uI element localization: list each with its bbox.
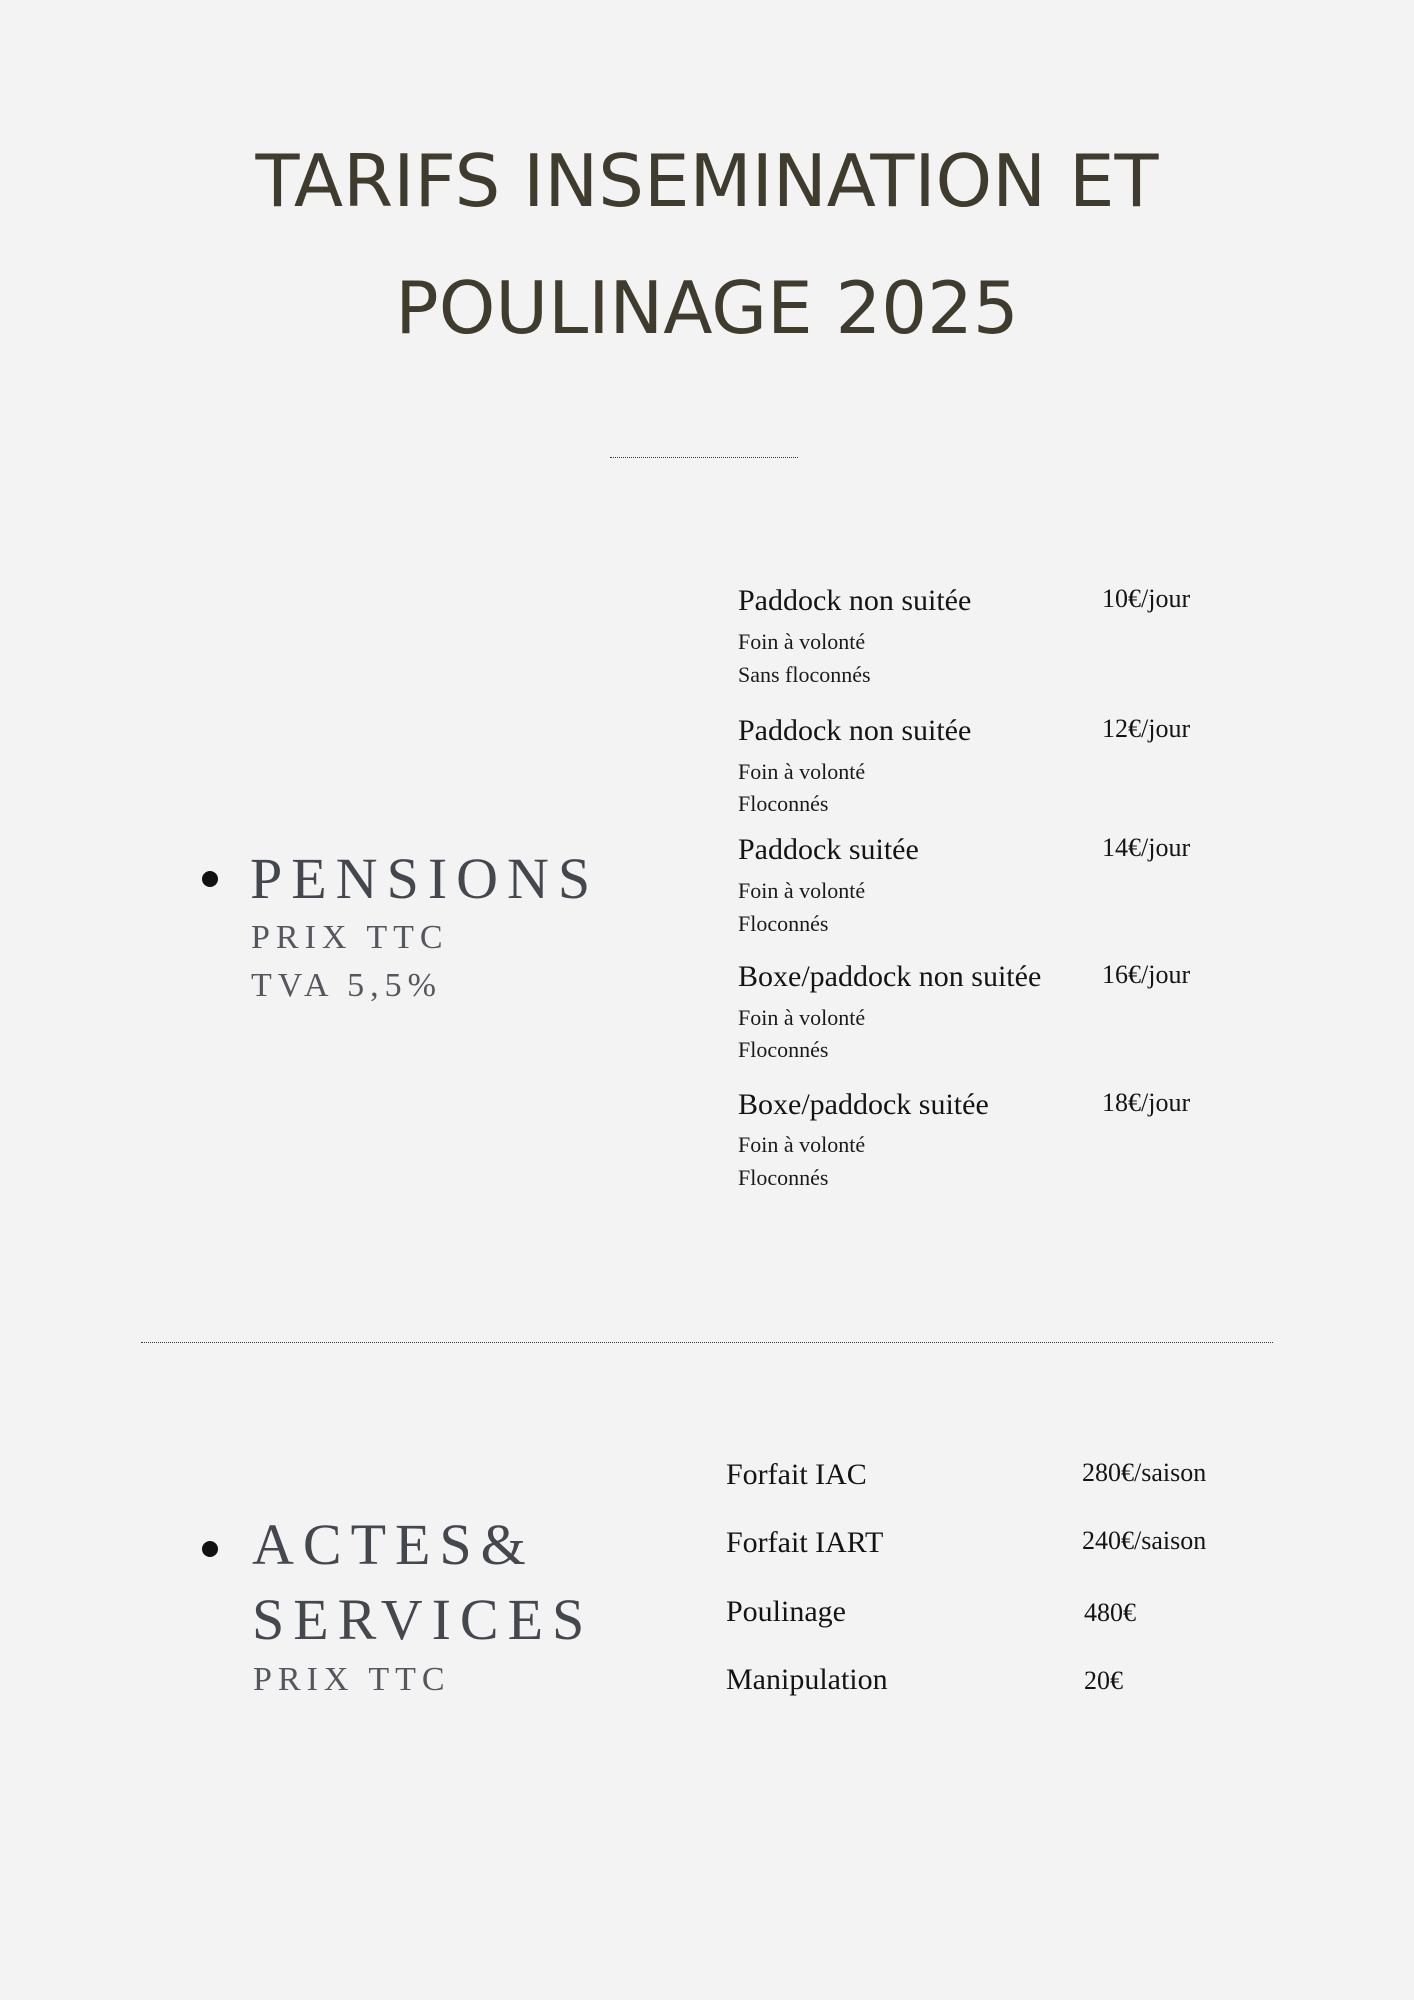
pensions-price-note: PRIX TTC [251, 919, 449, 956]
pension-item-price: 12€/jour [1102, 714, 1191, 743]
service-item-name: Poulinage [726, 1595, 846, 1628]
services-heading-line-2: SERVICES [252, 1587, 594, 1652]
pensions-heading: PENSIONS [250, 846, 600, 911]
pensions-bullet-icon [202, 871, 218, 887]
pension-item-price: 14€/jour [1102, 833, 1191, 862]
pension-item-name: Paddock suitée [738, 833, 919, 866]
pension-item-detail: Foin à volonté [738, 1005, 866, 1030]
pension-item-detail: Foin à volonté [738, 759, 866, 784]
pension-item-detail: Floconnés [738, 791, 829, 816]
service-item-name: Forfait IAC [726, 1458, 867, 1491]
pension-item-detail: Floconnés [738, 1165, 829, 1190]
pension-item-price: 18€/jour [1102, 1088, 1191, 1117]
service-item-price: 240€/saison [1082, 1526, 1207, 1555]
pension-item-price: 10€/jour [1102, 584, 1191, 613]
pension-item-detail: Floconnés [738, 911, 829, 936]
service-item-price: 480€ [1084, 1598, 1136, 1627]
pension-item-detail: Floconnés [738, 1037, 829, 1062]
page-title-line-2: POULINAGE 2025 [395, 266, 1019, 350]
service-item-price: 20€ [1084, 1666, 1123, 1695]
pension-item-name: Paddock non suitée [738, 584, 972, 617]
pension-item-name: Boxe/paddock non suitée [738, 960, 1042, 993]
service-item-name: Manipulation [726, 1663, 888, 1696]
page-title-line-1: TARIFS INSEMINATION ET [255, 139, 1159, 223]
services-bullet-icon [202, 1541, 218, 1557]
services-price-note: PRIX TTC [253, 1661, 451, 1698]
pension-item-detail: Foin à volonté [738, 629, 866, 654]
pensions-vat-note: TVA 5,5% [251, 967, 442, 1004]
services-heading-line-1: ACTES& [252, 1512, 535, 1577]
pension-item-detail: Sans floconnés [738, 662, 871, 687]
service-item-name: Forfait IART [726, 1526, 884, 1559]
pension-item-price: 16€/jour [1102, 960, 1191, 989]
pension-item-name: Boxe/paddock suitée [738, 1088, 989, 1121]
page-title [0, 118, 1414, 372]
section-divider [141, 1342, 1273, 1343]
pension-item-detail: Foin à volonté [738, 878, 866, 903]
title-divider [610, 457, 798, 458]
service-item-price: 280€/saison [1082, 1458, 1207, 1487]
pension-item-name: Paddock non suitée [738, 714, 972, 747]
pension-item-detail: Foin à volonté [738, 1132, 866, 1157]
